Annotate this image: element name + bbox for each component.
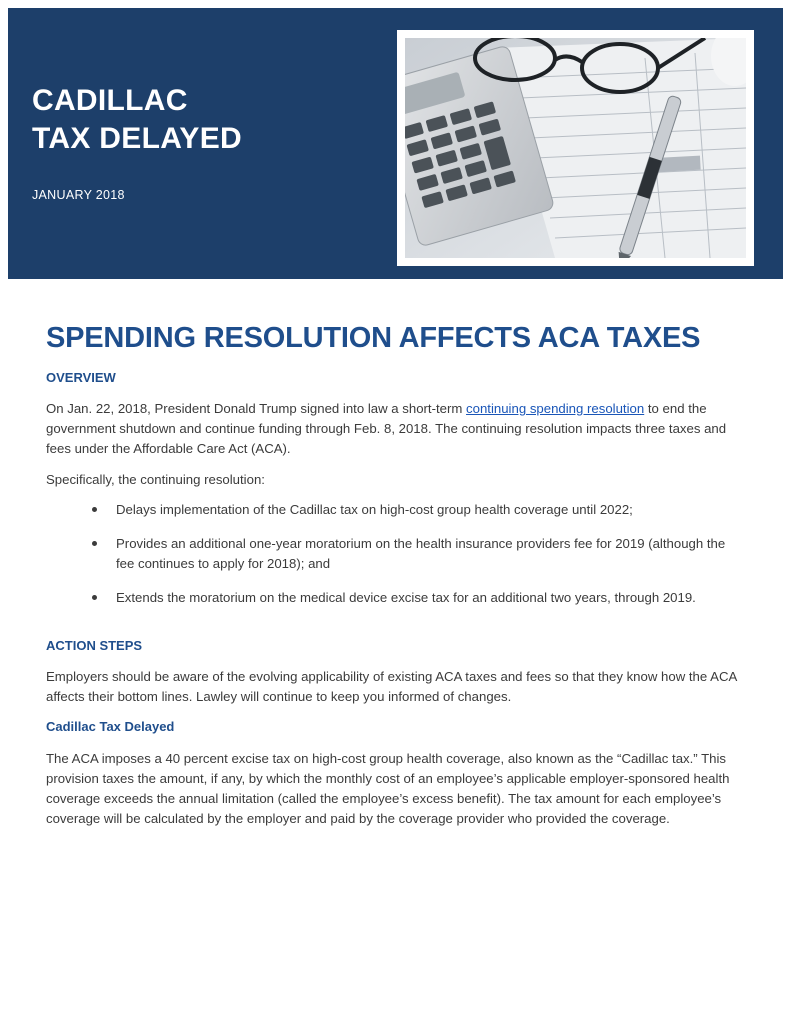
- banner-title: [32, 82, 242, 158]
- bullet-icon: [92, 595, 97, 600]
- overview-text-after-link: to end the government shutdown and continue funding through Feb. 8, 2018. The continuing resolution impacts three taxes and fees under the Affordable Care Act (ACA).: [46, 401, 727, 456]
- photo-frame: [397, 30, 754, 266]
- overview-text-before-link: On Jan. 22, 2018, President Donald Trump signed into law a short-term: [46, 401, 467, 416]
- bullet-text: Delays implementation of the Cadillac tax on high-cost group health coverage until 2022;: [116, 502, 633, 517]
- action-steps-paragraph: Employers should be aware of the evolving applicability of existing ACA taxes and fees so that they know how the ACA affects their bottom lines. Lawley will continue to keep you informed of changes.: [46, 669, 737, 704]
- bullet-icon: [92, 541, 97, 546]
- bullet-text: Provides an additional one-year moratorium on the health insurance providers fee for 2019 (although the fee continues to apply for 2018); and: [116, 536, 726, 571]
- cadillac-tax-title: Cadillac Tax Delayed: [46, 719, 175, 734]
- list-item: [90, 588, 740, 608]
- resolution-bullet-list: [90, 500, 740, 608]
- continuing-resolution-link[interactable]: continuing spending resolution: [466, 401, 645, 416]
- overview-intro: Specifically, the continuing resolution:: [46, 472, 265, 487]
- banner-title-line1: CADILLAC: [32, 84, 188, 117]
- cadillac-tax-paragraph: The ACA imposes a 40 percent excise tax on high-cost group health coverage, also known as the “Cadillac tax.” This provision taxes the amount, if any, by which the monthly cost of an employee’s applicable employer-sponsored health coverage exceeds the annual limitation (called the employee’s excess benefit). The tax amount for each employee’s coverage will be calculated by the employer and paid by the coverage provider who provided the coverage.: [46, 751, 730, 826]
- bullet-icon: [92, 507, 97, 512]
- banner-date: JANUARY 2018: [32, 188, 125, 202]
- action-steps-title: ACTION STEPS: [46, 638, 143, 653]
- overview-paragraph: [46, 399, 746, 459]
- header-banner: [8, 8, 783, 279]
- page-heading: SPENDING RESOLUTION AFFECTS ACA TAXES: [46, 322, 701, 354]
- overview-title: OVERVIEW: [46, 370, 116, 385]
- bullet-text: Extends the moratorium on the medical device excise tax for an additional two years, through 2019.: [116, 590, 696, 605]
- list-item: [90, 500, 740, 520]
- list-item: [90, 534, 740, 574]
- calculator-glasses-pen-photo: [405, 38, 746, 258]
- banner-title-line2: TAX DELAYED: [32, 122, 243, 155]
